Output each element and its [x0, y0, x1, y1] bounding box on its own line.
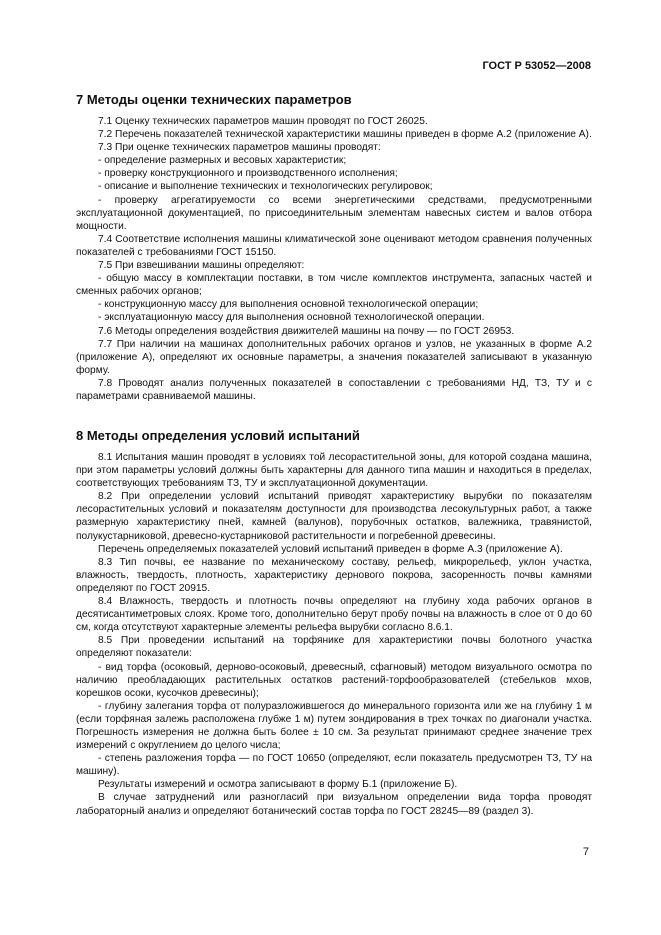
list-item: - проверку конструкционного и производственного исполнения; [98, 168, 398, 180]
paragraph: 7.3 При оценке технических параметров машины проводят: [98, 142, 381, 154]
list-item: - описание и выполнение технических и технологических регулировок; [98, 181, 433, 193]
paragraph: В случае затруднений или разногласий при визуальном определении вида торфа проводят лабораторный анализ и определяют ботанический состав торфа по ГОСТ 28245—89 (раздел 3). [76, 792, 592, 817]
list-item: - глубину залегания торфа от полуразложившегося до минерального горизонта или же на глубину 1 м (если торфяная залежь расположена глубже 1 м) путем зондирования в трех точках по диагонали участка. Погрешность измерения не должна быть более ± 10 см. За результат принимают среднее значение трех измерений с округлением до целого числа; [76, 700, 592, 752]
paragraph: 7.5 При взвешивании машины определяют: [98, 260, 305, 272]
section-8-title: 8 Методы определения условий испытаний [76, 428, 360, 443]
paragraph: Результаты измерений и осмотра записывают в форму Б.1 (приложение Б). [98, 779, 458, 791]
list-item: - вид торфа (осоковый, дерново-осоковый, древесный, сфагновый) методом визуального осмотра по наличию преобладающих растительных остатков растений-торфообразователей (стебельков мхов, корешков осоки, кусочков древесины); [76, 661, 592, 699]
standard-number: ГОСТ Р 53052—2008 [482, 60, 591, 72]
paragraph: 7.4 Соответствие исполнения машины климатической зоне оценивают методом сравнения полученных показателей с требованиями ГОСТ 15150. [76, 233, 592, 258]
paragraph: 7.2 Перечень показателей технической характеристики машины приведен в форме А.2 (приложение А). [98, 129, 592, 141]
paragraph: Перечень определяемых показателей условий испытаний приведен в форме А.3 (приложение А). [98, 543, 563, 555]
paragraph: 7.6 Методы определения воздействия движителей машины на почву — по ГОСТ 26953. [98, 325, 515, 337]
section-7-title: 7 Методы оценки технических параметров [76, 92, 352, 107]
section-8 [76, 428, 592, 818]
list-item: - проверку агрегатируемости со всеми энергетическими средствами, предусмотренными эксплуатационной документацией, по присоединительным элементам навесных систем и валов отбора мощности. [76, 194, 592, 232]
list-item: - эксплуатационную массу для выполнения основной технологической операции. [98, 312, 485, 324]
page-number: 7 [582, 846, 589, 858]
paragraph: 8.4 Влажность, твердость и плотность почвы определяют на глубину хода рабочих органов в десятисантиметровых слоях. Кроме того, дополнительно берут пробу почвы на влажность в слое от 0 до 60 см, когда отсутствуют характерные элементы рельефа вырубки согласно 8.6.1. [76, 596, 592, 634]
list-item: - степень разложения торфа — по ГОСТ 10650 (определяют, если показатель предусмотрен ТЗ, ТУ на машину). [76, 753, 592, 778]
list-item: - конструкционную массу для выполнения основной технологической операции; [98, 299, 479, 311]
paragraph: 7.7 При наличии на машинах дополнительных рабочих органов и узлов, не указанных в форме А.2 (приложение А), определяют их основные параметры, а значения показателей записывают в указанную форму. [76, 338, 592, 376]
paragraph: 8.1 Испытания машин проводят в условиях той лесорастительной зоны, для которой создана машина, при этом параметры условий должны быть характерны для данного типа машин и находиться в пределах, соответствующих требованиям ТЗ, ТУ и эксплуатационной документации. [76, 452, 592, 490]
list-item: - определение размерных и весовых характеристик; [98, 155, 347, 167]
list-item: - общую массу в комплектации поставки, в том числе комплектов инструмента, запасных частей и сменных рабочих органов; [76, 273, 592, 298]
paragraph: 8.3 Тип почвы, ее название по механическому составу, рельеф, микрорельеф, уклон участка, влажность, твердость, плотность, характеристику дернового покрова, засоренность почвы камнями определяют по ГОСТ 20915. [76, 556, 592, 594]
paragraph: 7.1 Оценку технических параметров машин проводят по ГОСТ 26025. [98, 116, 428, 127]
paragraph: 8.5 При проведении испытаний на торфянике для характеристики почвы болотного участка определяют показатели: [76, 635, 592, 660]
section-7 [76, 92, 592, 403]
paragraph: 8.2 При определении условий испытаний приводят характеристику вырубки по показателям лесорастительных условий и показателям доступности для производства лесокультурных работ, а также размерную характеристику пней, камней (валунов), порубочных остатков, валежника, травянистой, полукустарниковой, древесно-кустарниковой растительности и погребенной древесины. [76, 491, 592, 542]
paragraph: 7.8 Проводят анализ полученных показателей в сопоставлении с требованиями НД, ТЗ, ТУ и с параметрами сравниваемой машины. [76, 377, 592, 402]
